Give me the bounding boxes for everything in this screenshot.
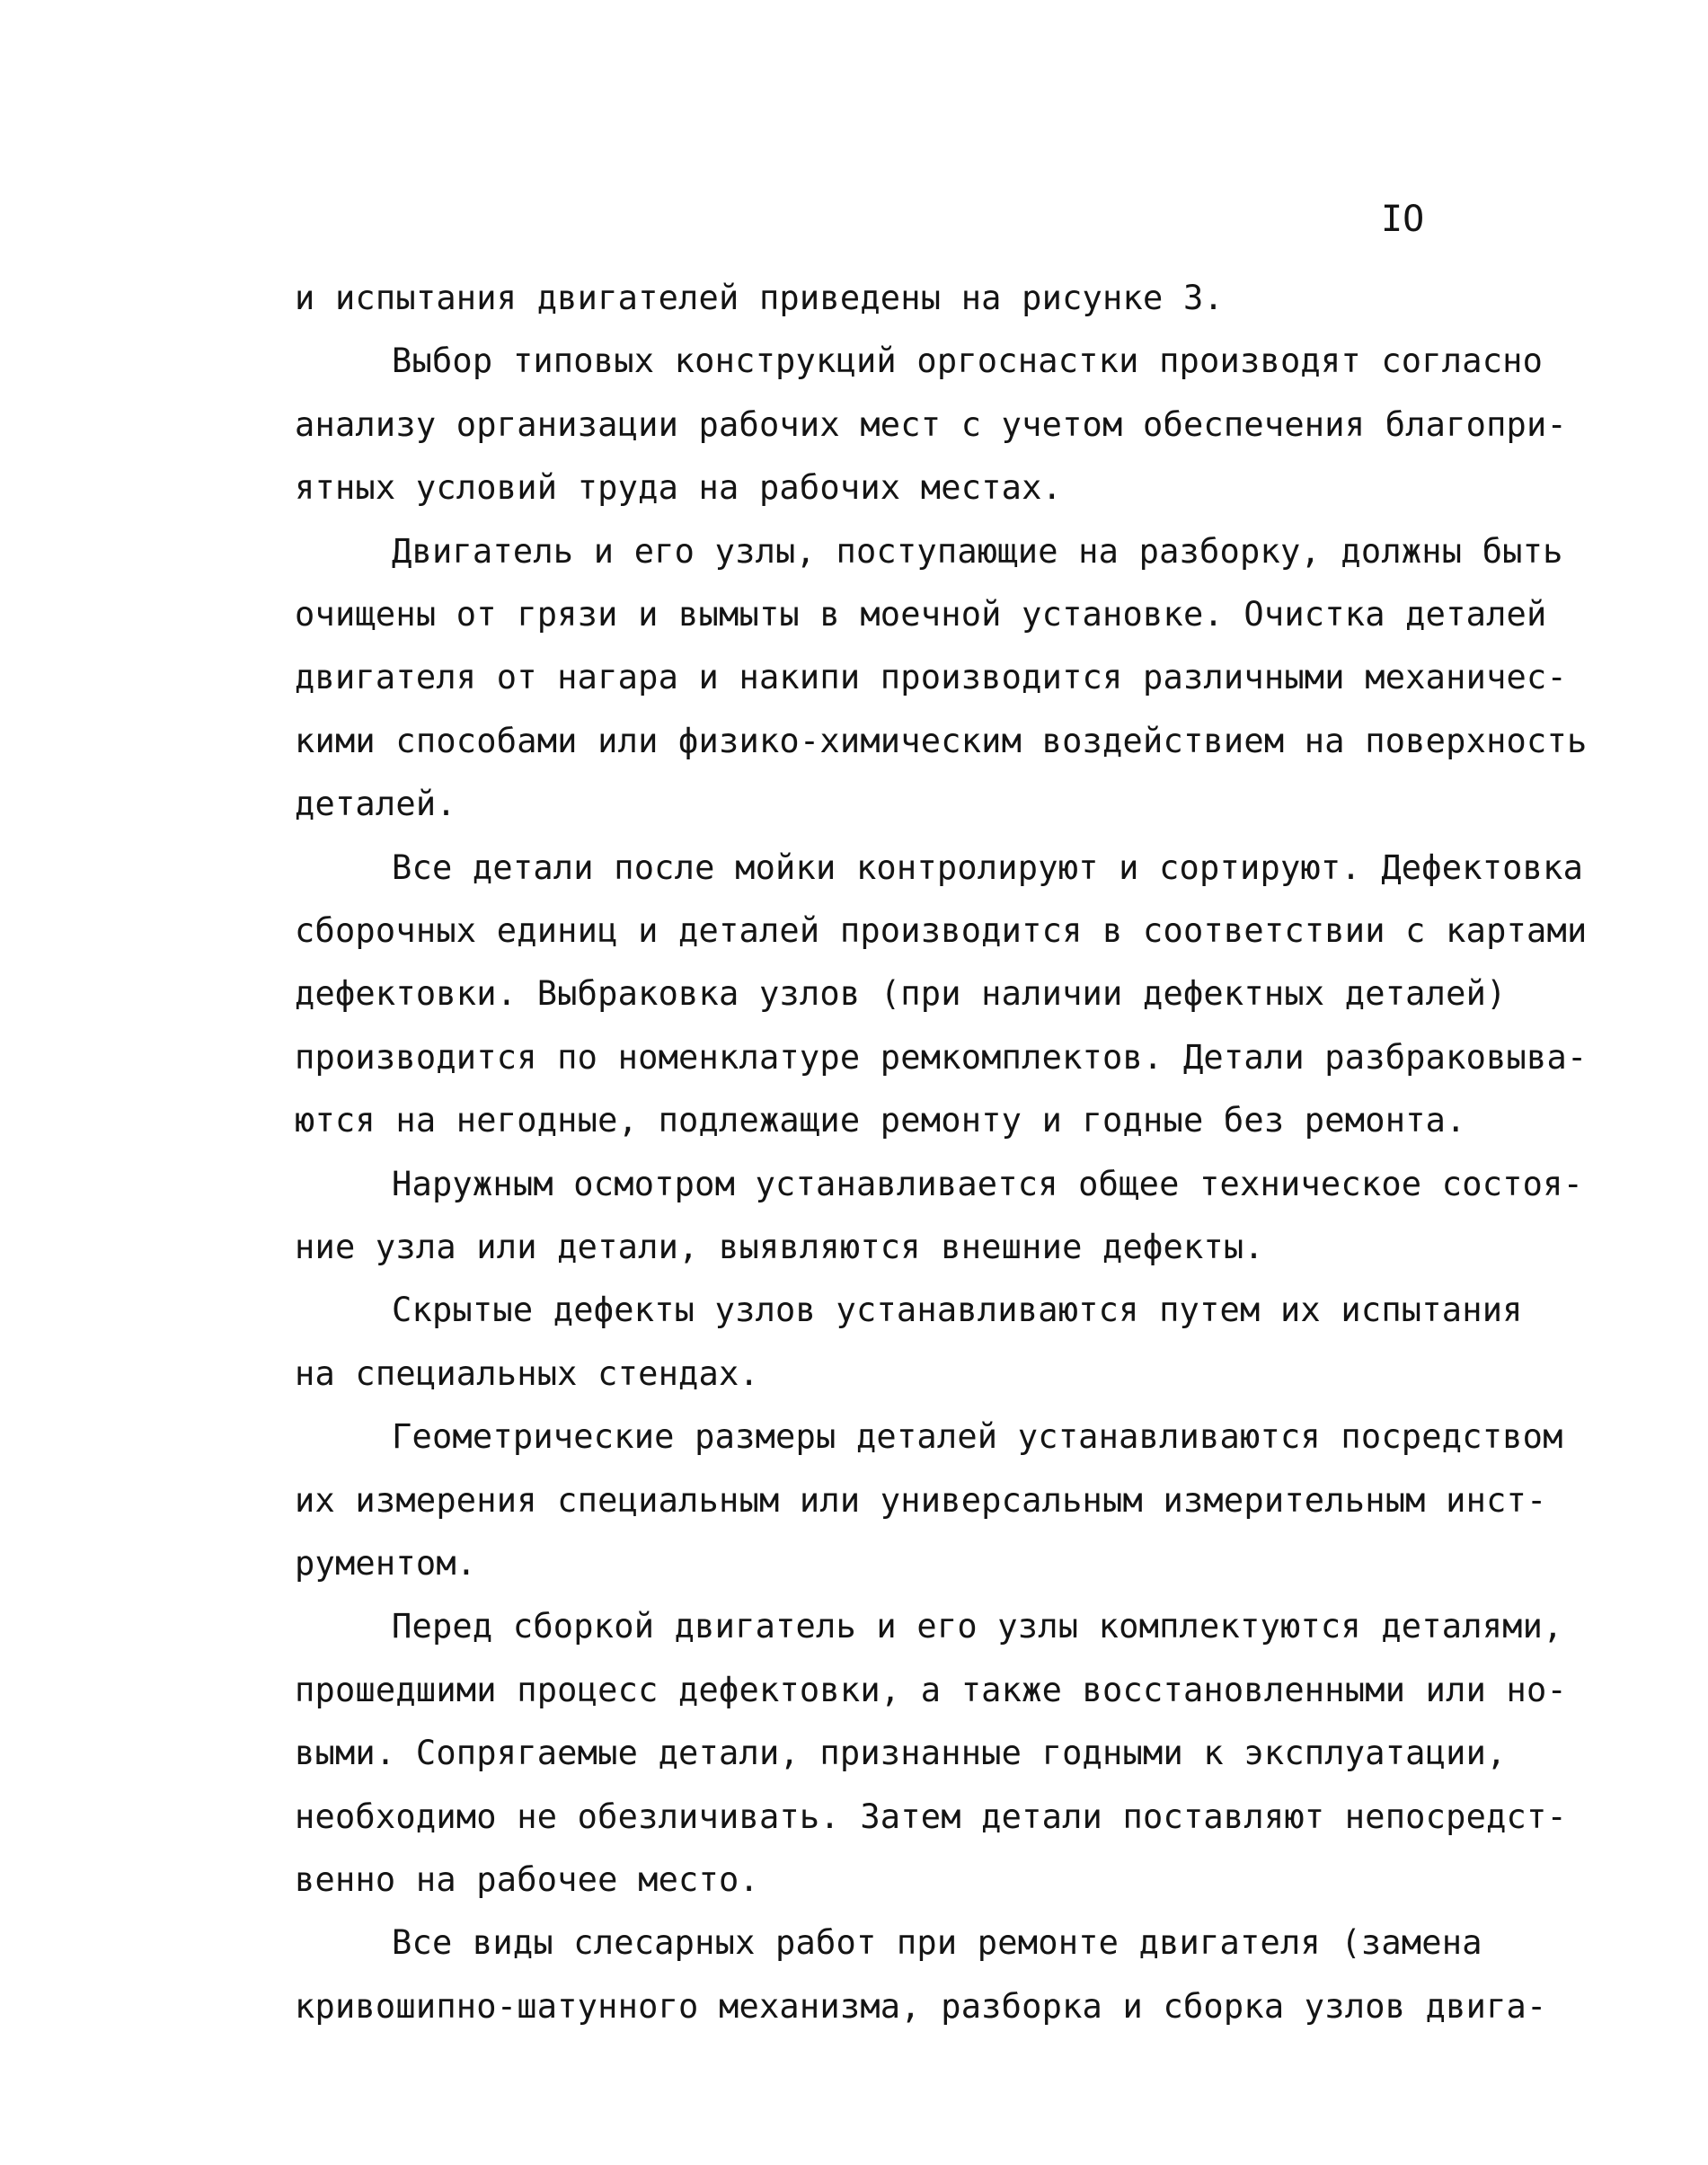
text-line: деталей. <box>295 785 456 823</box>
text-line: выми. Сопрягаемые детали, признанные годными к эксплуатации, <box>295 1734 1507 1772</box>
text-line: дефектовки. Выбраковка узлов (при наличии дефектных деталей) <box>295 974 1507 1013</box>
text-line: ние узла или детали, выявляются внешние дефекты. <box>295 1228 1264 1266</box>
text-line: Геометрические размеры деталей устанавливаются посредством <box>392 1417 1563 1456</box>
text-line: кривошипно-шатунного механизма, разборка и сборка узлов двига- <box>295 1987 1547 2026</box>
text-line: кими способами или физико-химическим воздействием на поверхность <box>295 722 1588 760</box>
text-line: их измерения специальным или универсальным измерительным инст- <box>295 1481 1547 1520</box>
text-line: и испытания двигателей приведены на рисунке 3. <box>295 279 1224 317</box>
text-line: Выбор типовых конструкций оргоснастки производят согласно <box>392 342 1544 380</box>
text-line: сборочных единиц и деталей производится в соответствии с картами <box>295 911 1588 950</box>
text-line: анализу организации рабочих мест с учетом обеспечения благопри- <box>295 405 1567 444</box>
page-number: IO <box>1381 199 1425 240</box>
text-line: производится по номенклатуре ремкомплектов. Детали разбраковыва- <box>295 1038 1588 1077</box>
text-line: очищены от грязи и вымыты в моечной установке. Очистка деталей <box>295 595 1547 634</box>
text-line: рументом. <box>295 1544 477 1583</box>
text-line: Все виды слесарных работ при ремонте двигателя (замена <box>392 1923 1482 1962</box>
text-line: Все детали после мойки контролируют и сортируют. Дефектовка <box>392 848 1584 887</box>
text-line: ются на негодные, подлежащие ремонту и годные без ремонта. <box>295 1101 1466 1140</box>
text-line: на специальных стендах. <box>295 1354 759 1393</box>
text-line: ятных условий труда на рабочих местах. <box>295 468 1063 507</box>
text-line: Двигатель и его узлы, поступающие на разборку, должны быть <box>392 532 1563 571</box>
text-line: необходимо не обезличивать. Затем детали поставляют непосредст- <box>295 1797 1567 1836</box>
text-line: Наружным осмотром устанавливается общее техническое состоя- <box>392 1165 1584 1203</box>
text-line: прошедшими процесс дефектовки, а также восстановленными или но- <box>295 1671 1567 1709</box>
text-line: Скрытые дефекты узлов устанавливаются путем их испытания <box>392 1291 1523 1329</box>
text-line: венно на рабочее место. <box>295 1860 759 1899</box>
text-line: Перед сборкой двигатель и его узлы комплектуются деталями, <box>392 1607 1563 1646</box>
text-line: двигателя от нагара и накипи производится различными механичес- <box>295 658 1567 697</box>
